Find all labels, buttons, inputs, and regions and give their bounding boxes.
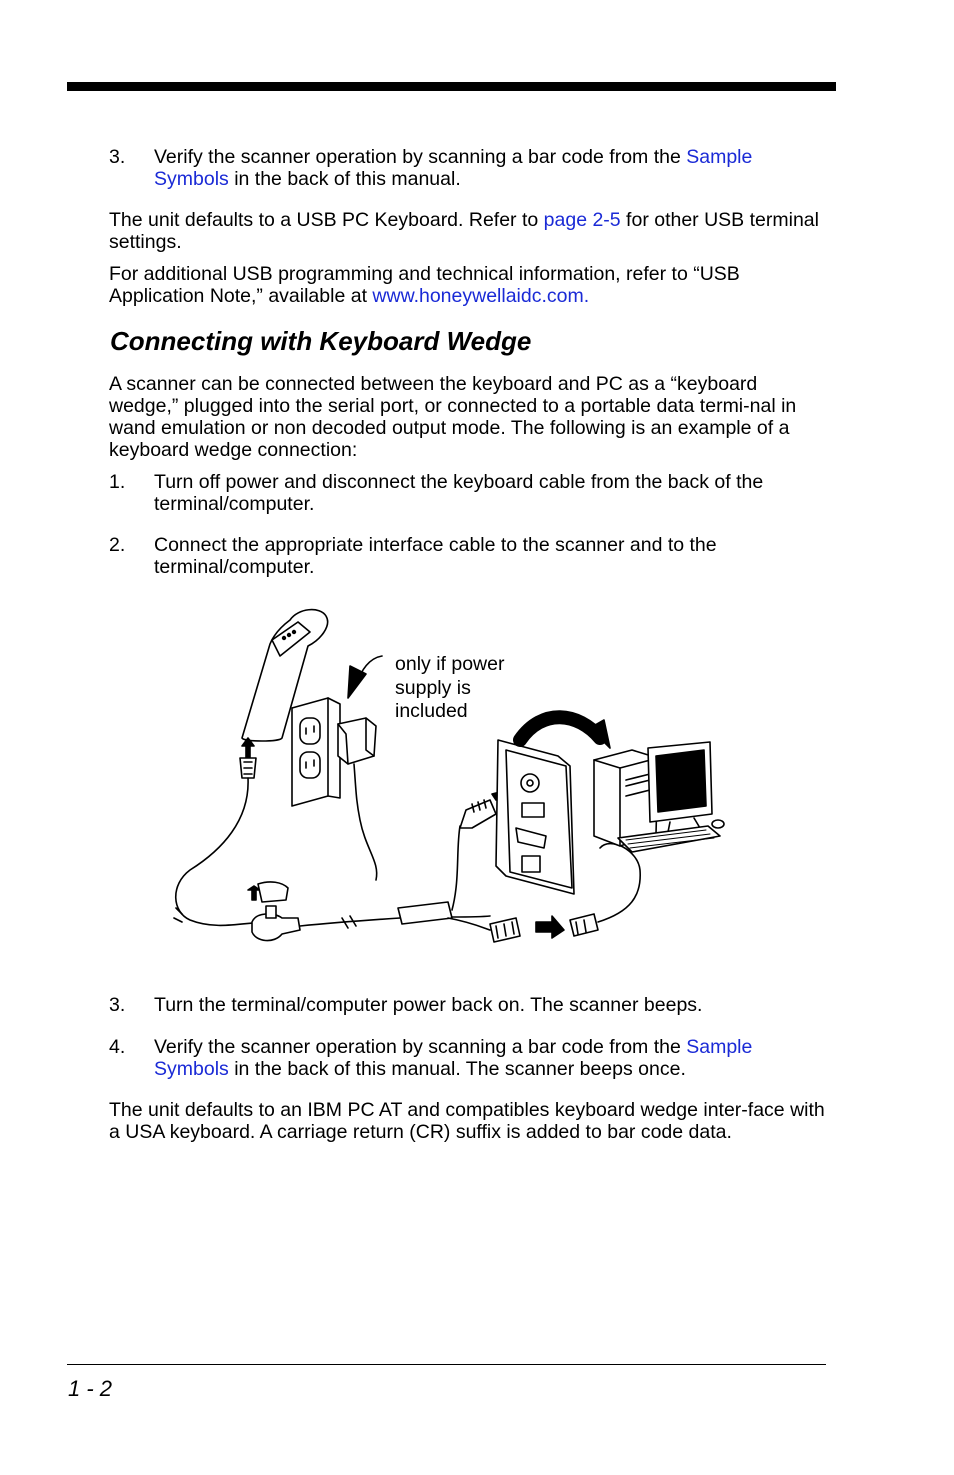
step-text-tail: in the back of this manual. (228, 168, 461, 190)
section-heading: Connecting with Keyboard Wedge (110, 326, 532, 356)
page-2-5-link[interactable]: page 2-5 (543, 209, 621, 231)
monitor-icon (648, 742, 712, 832)
pc-back-panel-icon (496, 740, 574, 894)
usb-defaults-paragraph (109, 209, 829, 253)
sample-symbols-link[interactable]: Sample Symbols (154, 146, 753, 190)
power-supply-callout: only if power supply is included (395, 653, 505, 722)
header-rule (67, 82, 836, 91)
paragraph-text-tail: for other USB terminal settings. (109, 209, 819, 253)
step-text: Turn off power and disconnect the keyboard cable from the back of the terminal/computer. (154, 471, 764, 515)
intro-paragraph: A scanner can be connected between the keyboard and PC as a “keyboard wedge,” plugged into the serial port, or connected to a portable data termi-nal in wand emulation or non decoded output mode. The following is an example of a keyboard wedge connection: (109, 373, 797, 461)
step-number: 1. (109, 471, 126, 493)
footer-rule (67, 1364, 826, 1365)
closing-paragraph: The unit defaults to an IBM PC AT and compatibles keyboard wedge inter-face with a USA keyboard. A carriage return (CR) suffix is added to bar code data. (109, 1099, 825, 1143)
step-text: Verify the scanner operation by scanning a bar code from the (154, 146, 687, 168)
paragraph-text: For additional USB programming and technical information, refer to “USB Application Note,” available at (109, 263, 740, 307)
step-2 (109, 534, 829, 578)
usb-info-paragraph (109, 263, 829, 307)
page-number: 1 - 2 (68, 1376, 113, 1401)
step-number: 2. (109, 534, 126, 556)
step-number: 3. (109, 994, 126, 1016)
wall-outlet-icon (292, 698, 340, 806)
step-text: Connect the appropriate interface cable to the scanner and to the terminal/computer. (154, 534, 717, 578)
step-number: 3. (109, 146, 126, 168)
step-number: 4. (109, 1036, 126, 1058)
step-text: Turn the terminal/computer power back on. The scanner beeps. (154, 994, 703, 1016)
honeywell-website-link[interactable]: www.honeywellaidc.com. (372, 285, 590, 307)
step-3 (109, 994, 829, 1016)
step-text: Verify the scanner operation by scanning a bar code from the (154, 1036, 687, 1058)
power-adapter-icon (338, 718, 377, 880)
step-4 (109, 1036, 829, 1080)
step-text-tail: in the back of this manual. The scanner beeps once. (228, 1058, 686, 1080)
sample-symbols-link[interactable]: Sample Symbols (154, 1036, 753, 1080)
paragraph-text: The unit defaults to a USB PC Keyboard. Refer to (109, 209, 544, 231)
step-1 (109, 471, 829, 515)
step-3-verify-top (109, 146, 829, 190)
